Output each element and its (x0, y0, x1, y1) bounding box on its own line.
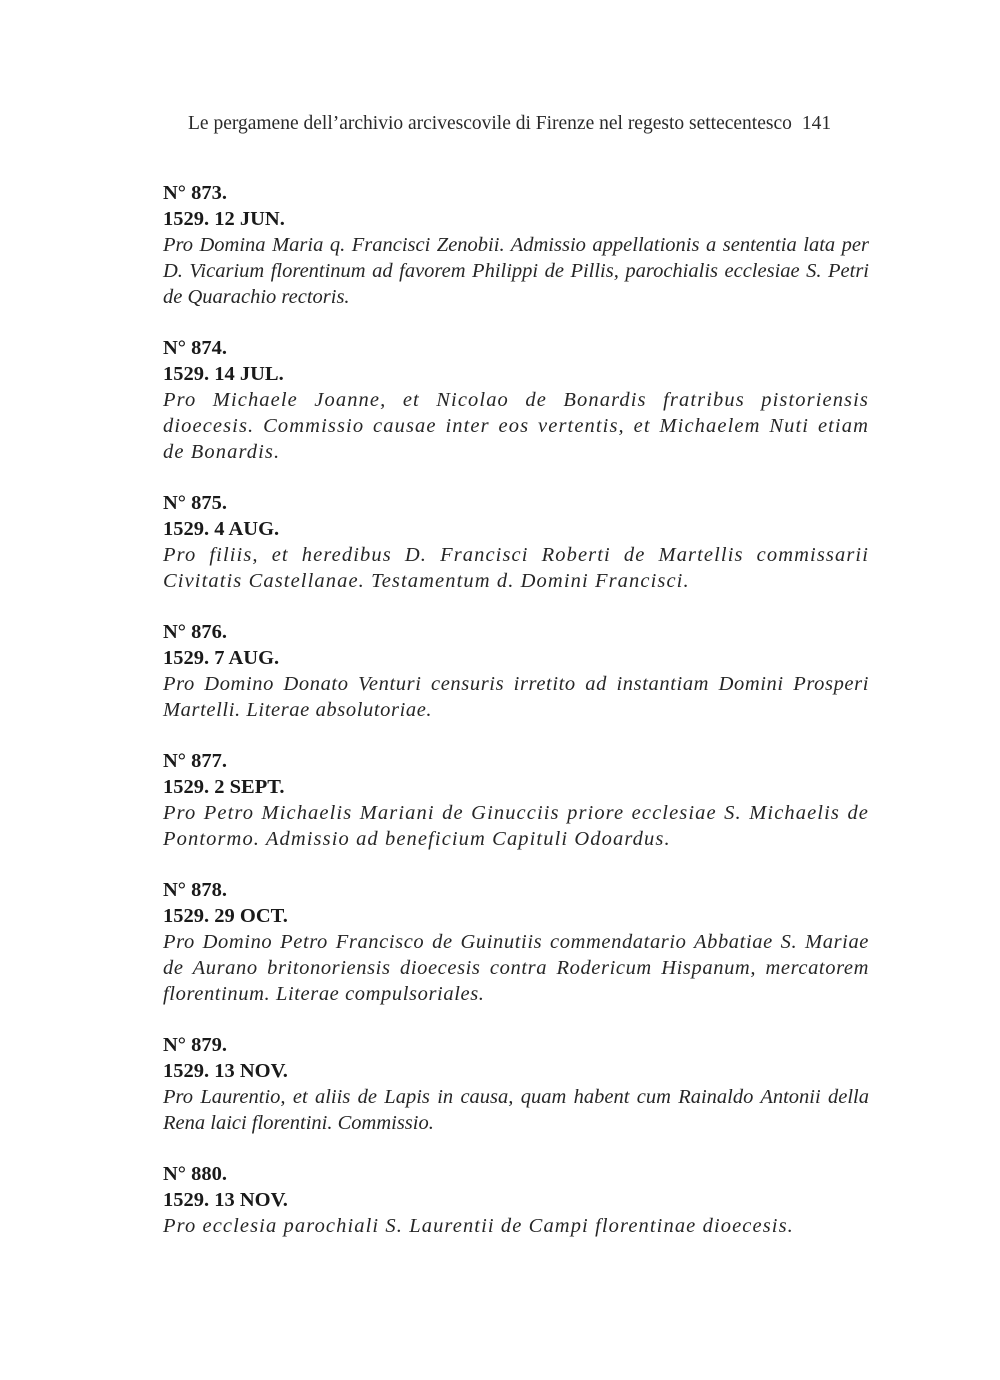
entry-number: N° 880. (163, 1163, 228, 1185)
entry-875 (163, 490, 869, 594)
entry-number: N° 879. (163, 1034, 228, 1056)
entry-date: 1529. 29 OCT. (163, 905, 288, 927)
entry-text: Pro Domino Donato Venturi censuris irretito ad instantiam Domini Prosperi Martelli. Literae absolutoriae. (163, 673, 869, 721)
entry-876 (163, 619, 869, 723)
entry-number: N° 877. (163, 750, 228, 772)
entry-text: Pro Laurentio, et aliis de Lapis in causa, quam habent cum Rainaldo Antonii della Rena laici florentini. Commissio. (163, 1086, 869, 1134)
entry-874 (163, 335, 869, 465)
entry-880 (163, 1161, 869, 1239)
entry-date: 1529. 14 JUL. (163, 363, 284, 385)
entry-number: N° 875. (163, 492, 228, 514)
running-header-title: Le pergamene dell’archivio arcivescovile di Firenze nel regesto settecentesco (188, 113, 792, 134)
entry-877 (163, 748, 869, 852)
entry-text: Pro Michaele Joanne, et Nicolao de Bonardis fratribus pistoriensis dioecesis. Commissio causae inter eos vertentis, et Michaelem Nuti etiam de Bonardis. (163, 389, 869, 463)
running-header (188, 112, 868, 136)
entry-number: N° 873. (163, 182, 228, 204)
regesto-entries (163, 180, 869, 1264)
entry-873 (163, 180, 869, 310)
entry-number: N° 878. (163, 879, 228, 901)
entry-date: 1529. 7 AUG. (163, 647, 280, 669)
entry-text: Pro Domina Maria q. Francisci Zenobii. Admissio appellationis a sententia lata per D. Vicarium florentinum ad favorem Philippi de Pillis, parochialis ecclesiae S. Petri de Quarachio rectoris. (163, 234, 869, 308)
entry-number: N° 874. (163, 337, 228, 359)
entry-date: 1529. 12 JUN. (163, 208, 285, 230)
entry-date: 1529. 13 NOV. (163, 1189, 288, 1211)
entry-date: 1529. 13 NOV. (163, 1060, 288, 1082)
entry-text: Pro Domino Petro Francisco de Guinutiis commendatario Abbatiae S. Mariae de Aurano britonoriensis dioecesis contra Rodericum Hispanum, mercatorem florentinum. Literae compulsoriales. (163, 931, 869, 1005)
entry-878 (163, 877, 869, 1007)
entry-number: N° 876. (163, 621, 228, 643)
entry-text: Pro ecclesia parochiali S. Laurentii de Campi florentinae dioecesis. (163, 1215, 794, 1237)
entry-text: Pro filiis, et heredibus D. Francisci Roberti de Martellis commissarii Civitatis Castellanae. Testamentum d. Domini Francisci. (163, 544, 869, 592)
page-number: 141 (801, 113, 832, 134)
entry-text: Pro Petro Michaelis Mariani de Ginucciis priore ecclesiae S. Michaelis de Pontormo. Admissio ad beneficium Capituli Odoardus. (163, 802, 869, 850)
entry-date: 1529. 2 SEPT. (163, 776, 285, 798)
entry-date: 1529. 4 AUG. (163, 518, 280, 540)
entry-879 (163, 1032, 869, 1136)
